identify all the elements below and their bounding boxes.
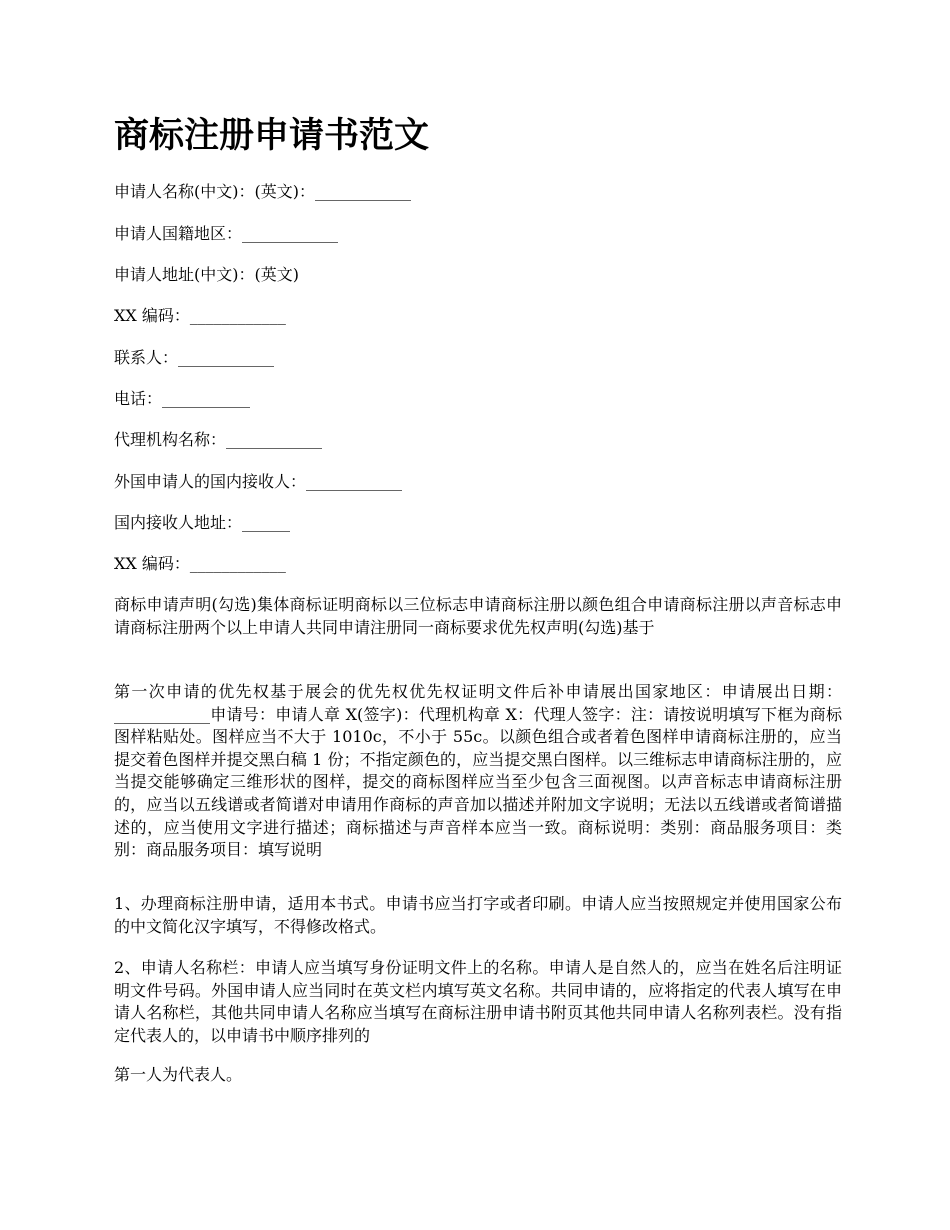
applicant-nationality-field: 申请人国籍地区：____________ xyxy=(114,224,339,243)
declaration-paragraph: 商标申请声明(勾选)集体商标证明商标以三位标志申请商标注册以颜色组合申请商标注册以声音标志申请商标注册两个以上申请人共同申请注册同一商标要求优先权声明(勾选)基于 xyxy=(114,595,842,637)
receiver-address-field: 国内接收人地址：______ xyxy=(114,513,291,532)
contact-person-field: 联系人：____________ xyxy=(114,348,275,367)
phone-field: 电话：___________ xyxy=(114,389,251,408)
instruction-1-paragraph: 1、办理商标注册申请，适用本书式。申请书应当打字或者印刷。申请人应当按照规定并使用国家公布的中文简化汉字填写，不得修改格式。 xyxy=(114,894,842,936)
page-title: 商标注册申请书范文 xyxy=(114,116,430,156)
priority-paragraph: 第一次申请的优先权基于展会的优先权优先权证明文件后补申请展出国家地区：申请展出日期：____________申请号：申请人章 X(签字)：代理机构章 X：代理人签字：注：请按说明填写下框为商标图样粘贴处。图样应当不大于 1010c，不小于 55c。以颜色组合或者着色图样申请商标注册的，应当提交着色图样并提交黑白稿 1 份；不指定颜色的，应当提交黑白图样。以三维标志申请商标注册的，应当提交能够确定三维形状的图样，提交的商标图样应当至少包含三面视图。以声音标志申请商标注册的，应当以五线谱或者简谱对申请用作商标的声音加以描述并附加文字说明；无法以五线谱或者简谱描述的，应当使用文字进行描述；商标描述与声音样本应当一致。商标说明：类别：商品服务项目：类别：商品服务项目：填写说明 xyxy=(114,682,842,860)
postal-code-field: XX 编码：____________ xyxy=(114,306,286,325)
instruction-2-paragraph: 2、申请人名称栏：申请人应当填写身份证明文件上的名称。申请人是自然人的，应当在姓名后注明证明文件号码。外国申请人应当同时在英文栏内填写英文名称。共同申请的，应将指定的代表人填写在申请人名称栏，其他共同申请人名称应当填写在商标注册申请书附页其他共同申请人名称列表栏。没有指定代表人的，以申请书中顺序排列的 xyxy=(114,958,842,1045)
applicant-name-field: 申请人名称(中文)：(英文)：____________ xyxy=(114,182,411,201)
domestic-receiver-field: 外国申请人的国内接收人：____________ xyxy=(114,472,403,491)
representative-paragraph: 第一人为代表人。 xyxy=(114,1065,243,1084)
agency-name-field: 代理机构名称：____________ xyxy=(114,430,323,449)
applicant-address-field: 申请人地址(中文)：(英文) xyxy=(114,265,299,284)
postal-code-field-2: XX 编码：____________ xyxy=(114,554,286,573)
